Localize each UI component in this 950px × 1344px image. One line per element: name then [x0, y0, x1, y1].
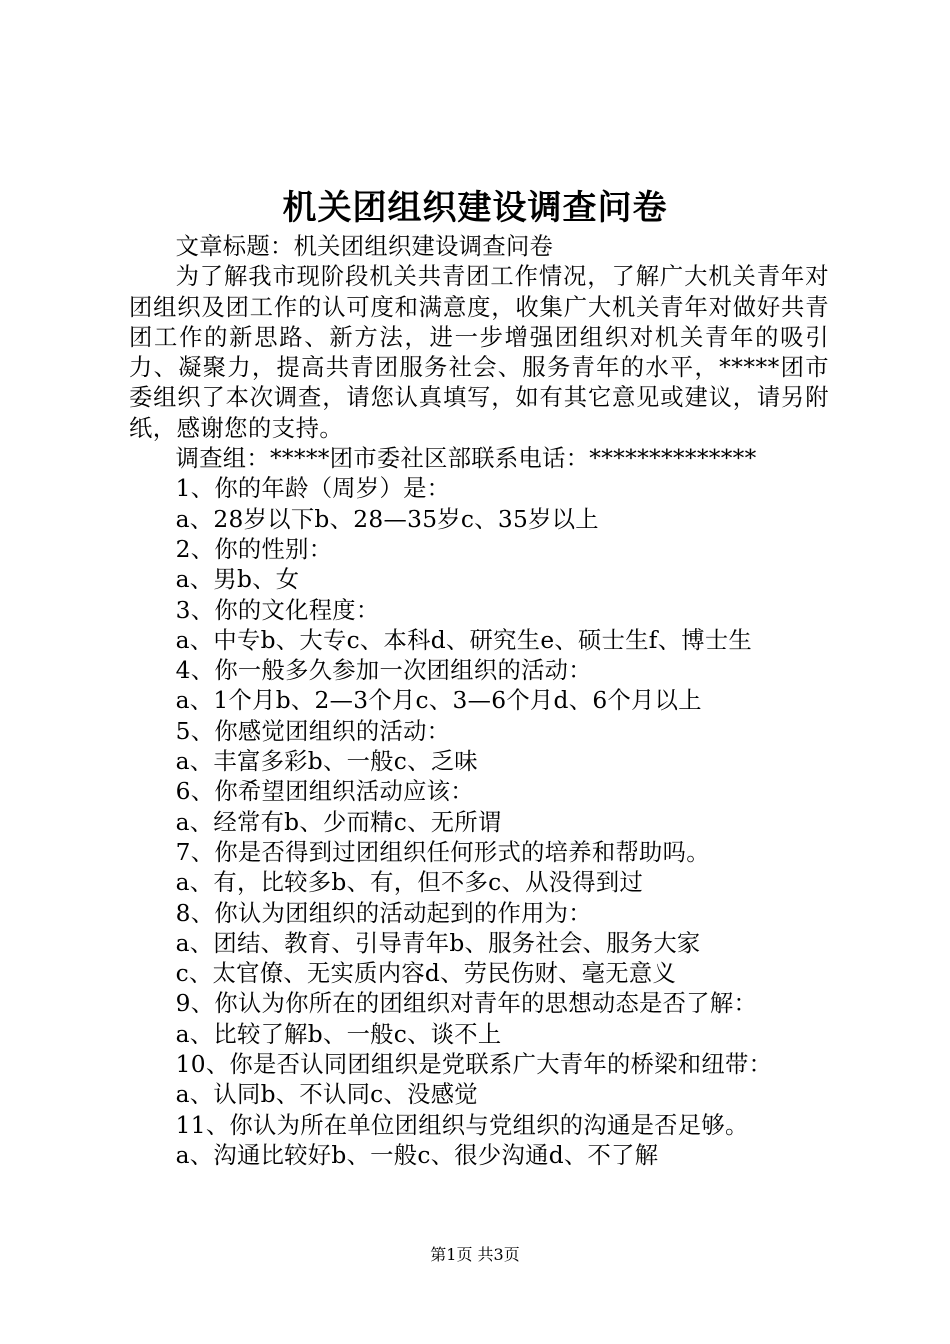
question-line: 1、你的年龄（周岁）是：: [175, 475, 451, 503]
question-line: 2、你的性别：: [175, 535, 333, 563]
page-footer: 第1页 共3页: [430, 1245, 520, 1264]
answer-line: a、认同b、不认同c、没感觉: [175, 1081, 478, 1109]
question-line: 7、你是否得到过团组织任何形式的培养和帮助吗。: [175, 838, 710, 866]
document-title: 机关团组织建设调查问卷: [282, 188, 668, 228]
question-line: 6、你希望团组织活动应该：: [175, 778, 474, 806]
answer-line: a、团结、教育、引导青年b、服务社会、服务大家: [175, 929, 701, 957]
answer-line: a、28岁以下b、28—35岁c、35岁以上: [175, 505, 599, 533]
answer-line: c、太官僚、无实质内容d、劳民伤财、毫无意义: [175, 960, 677, 988]
article-title-line: 文章标题：机关团组织建设调查问卷: [175, 233, 554, 260]
question-line: 4、你一般多久参加一次团组织的活动：: [175, 657, 592, 685]
answer-line: a、1个月b、2—3个月c、3—6个月d、6个月以上: [175, 687, 702, 715]
question-line: 3、你的文化程度：: [175, 596, 380, 624]
question-line: 11、你认为所在单位团组织与党组织的沟通是否足够。: [175, 1111, 749, 1139]
survey-group-line: 调查组：*****团市委社区部联系电话：**************: [175, 445, 757, 473]
answer-line: a、丰富多彩b、一般c、乏味: [175, 748, 478, 776]
question-line: 5、你感觉团组织的活动：: [175, 717, 451, 745]
answer-line: a、比较了解b、一般c、谈不上: [175, 1020, 502, 1048]
answer-line: a、男b、女: [175, 566, 300, 594]
answer-line: a、有，比较多b、有，但不多c、从没得到过: [175, 869, 644, 897]
answer-line: a、经常有b、少而精c、无所谓: [175, 808, 502, 836]
document-body: [129, 232, 829, 1171]
question-line: 8、你认为团组织的活动起到的作用为：: [175, 899, 592, 927]
question-line: 10、你是否认同团组织是党联系广大青年的桥梁和纽带：: [175, 1051, 773, 1079]
answer-line: a、中专b、大专c、本科d、研究生e、硕士生f、博士生: [175, 626, 753, 654]
intro-paragraph: 为了解我市现阶段机关共青团工作情况，了解广大机关青年对团组织及团工作的认可度和满意度，收集广大机关青年对做好共青团工作的新思路、新方法，进一步增强团组织对机关青年的吸引力、凝聚力，提高共青团服务社会、服务青年的水平，*****团市委组织了本次调查，请您认真填写，如有其它意见或建议，请另附纸，感谢您的支持。: [129, 263, 829, 442]
answer-line: a、沟通比较好b、一般c、很少沟通d、不了解: [175, 1141, 659, 1169]
question-line: 9、你认为你所在的团组织对青年的思想动态是否了解：: [175, 990, 758, 1018]
